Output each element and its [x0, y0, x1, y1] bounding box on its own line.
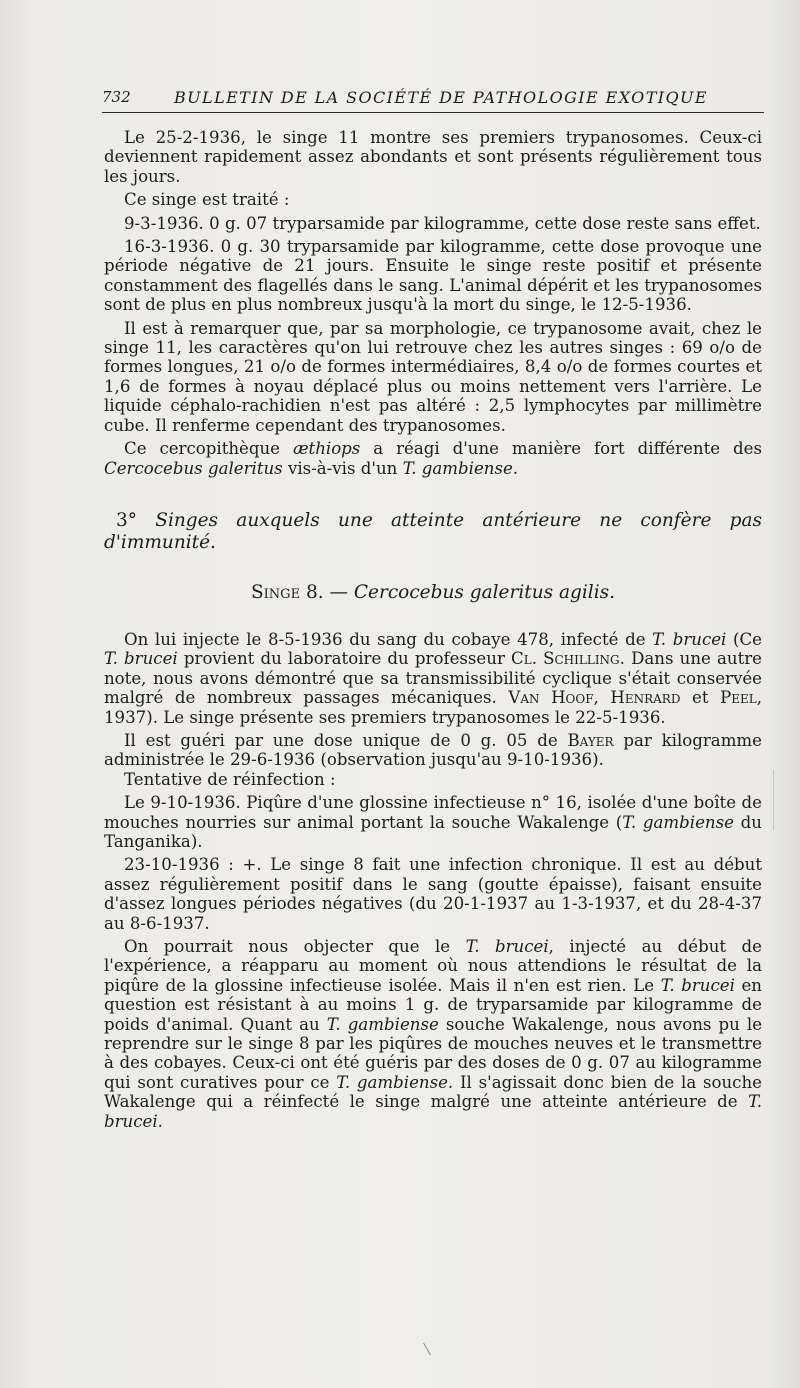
paragraph: Le 9-10-1936. Piqûre d'une glossine infectieuse n° 16, isolée d'une boîte de mouches nourries sur animal portant la souche Wakalenge (T. gambiense du Tanganika).	[104, 793, 762, 851]
title-dash: —	[329, 581, 348, 603]
section-number: 3°	[116, 509, 138, 531]
paragraph: Ce singe est traité :	[124, 190, 290, 210]
page-fold-shadow	[773, 770, 788, 830]
article-body	[104, 128, 762, 1131]
paragraph: Ce cercopithèque æthiops a réagi d'une manière fort différente des Cercocebus galeritus vis-à-vis d'un T. gambiense.	[104, 439, 762, 478]
paragraph: 16-3-1936. 0 g. 30 tryparsamide par kilogramme, cette dose provoque une période négative de 21 jours. Ensuite le singe reste positif et présente constamment des flagellés dans le sang. L'animal dépérit et les trypanosomes sont de plus en plus nombreux jusqu'à la mort du singe, le 12-5-1936.	[104, 237, 762, 315]
subject-label: Singe 8.	[251, 581, 324, 603]
page-number: 732	[102, 88, 131, 106]
stray-ink-mark	[423, 1339, 438, 1356]
paragraph: On lui injecte le 8-5-1936 du sang du cobaye 478, infecté de T. brucei (Ce T. brucei provient du laboratoire du professeur Cl. Schilling. Dans une autre note, nous avons démontré que sa transmissibilité cyclique s'était conservée malgré de nombreux passages mécaniques. Van Hoof, Henrard et Peel, 1937). Le singe présente ses premiers trypanosomes le 22-5-1936.	[104, 629, 763, 727]
paragraph: Le 25-2-1936, le singe 11 montre ses premiers trypanosomes. Ceux-ci deviennent rapidement assez abondants et sont présents régulièrement tous les jours.	[104, 128, 762, 186]
paragraph: 9-3-1936. 0 g. 07 tryparsamide par kilogramme, cette dose reste sans effet.	[124, 213, 761, 233]
paragraph: Il est guéri par une dose unique de 0 g. 05 de Bayer par kilogramme administrée le 29-6-1936 (observation jusqu'au 9-10-1936).	[104, 730, 762, 770]
section-heading	[104, 510, 762, 554]
running-header	[102, 82, 764, 113]
paragraph: 23-10-1936 : +. Le singe 8 fait une infection chronique. Il est au début assez régulièrement positif dans le sang (goutte épaisse), faisant ensuite d'assez longues périodes négatives (du 20-1-1937 au 1-3-1937, et du 28-4-37 au 8-6-1937.	[104, 855, 762, 933]
paragraph: Il est à remarquer que, par sa morphologie, ce trypanosome avait, chez le singe 11, les caractères qu'on lui retrouve chez les autres singes : 69 o/o de formes longues, 21 o/o de formes intermédiaires, 8,4 o/o de formes courtes et 1,6 de formes à noyau déplacé plus ou moins nettement vers l'arrière. Le liquide céphalo-rachidien n'est pas altéré : 2,5 lymphocytes par millimètre cube. Il renferme cependant des trypanosomes.	[104, 318, 762, 435]
paragraph: On pourrait nous objecter que le T. brucei, injecté au début de l'expérience, a réapparu au moment où nous attendions le résultat de la piqûre de la glossine infectieuse isolée. Mais il n'en est rien. Le T. brucei en question est résistant à au moins 1 g. de tryparsamide par kilogramme de poids d'animal. Quant au T. gambiense souche Wakalenge, nous avons pu le reprendre sur le singe 8 par les piqûres de mouches neuves et le transmettre à des cobayes. Ceux-ci ont été guéris par des doses de 0 g. 07 au kilogramme qui sont curatives pour ce T. gambiense. Il s'agissait donc bien de la souche Wakalenge qui a réinfecté le singe malgré une atteinte antérieure de T. brucei.	[104, 937, 763, 1131]
running-title: BULLETIN DE LA SOCIÉTÉ DE PATHOLOGIE EXOTIQUE	[174, 88, 708, 107]
section-heading-text: Singes auxquels une atteinte antérieure ne confère pas d'immunité.	[104, 509, 762, 553]
paragraph: Tentative de réinfection :	[124, 769, 336, 789]
species-name: Cercocebus galeritus agilis.	[353, 581, 615, 603]
subsection-title	[104, 582, 762, 604]
